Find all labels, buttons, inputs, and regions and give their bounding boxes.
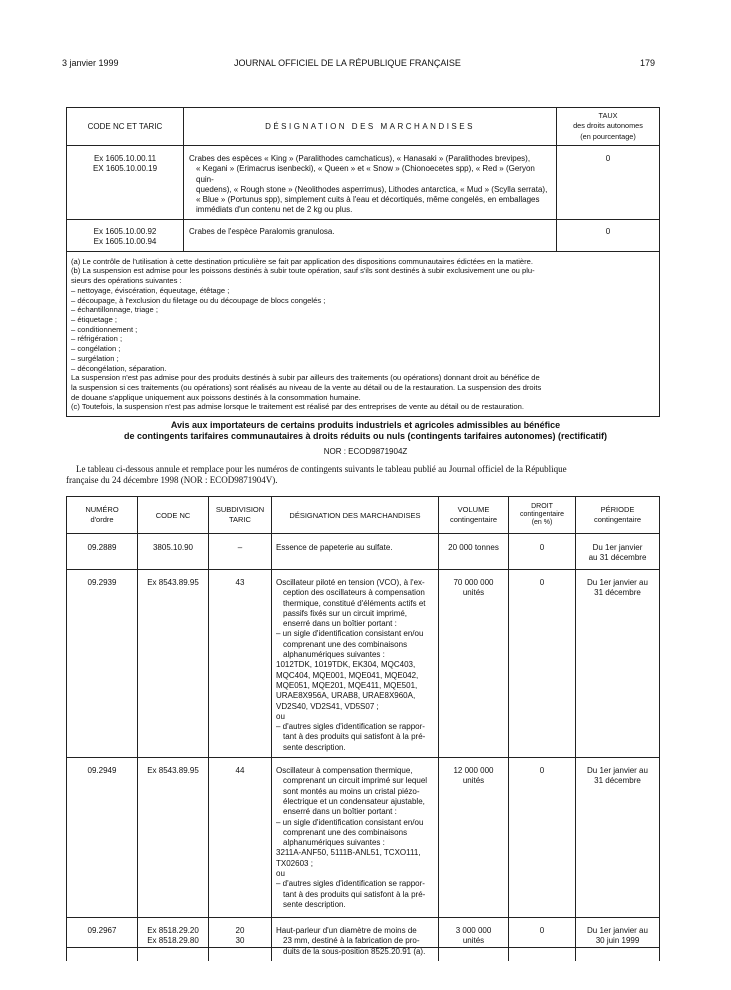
row-numero: 09.2949 xyxy=(67,758,138,918)
row-periode: Du 1er janvier au 31 décembre xyxy=(576,534,660,570)
row-codes: Ex 1605.10.00.11 EX 1605.10.00.19 xyxy=(67,146,184,220)
row-code: 3805.10.90 xyxy=(138,534,209,570)
row-designation: Crabes de l'espèce Paralomis granulosa. xyxy=(184,219,557,251)
table-row xyxy=(67,146,660,220)
row-droit: 0 xyxy=(509,570,576,758)
row-numero: 09.2939 xyxy=(67,570,138,758)
row-droit: 0 xyxy=(509,534,576,570)
row-designation: Crabes des espèces « King » (Paralithodes camchaticus), « Hanasaki » (Paralithodes brevipes), « Kegani » (Erimacrus isenbecki), « Queen » et « Snow » (Chionoecetes spp), « Red » (Geryon quin- quedens), « Rough stone » (Neolithodes asperrimus), Lithodes antarctica, « Mud » (Scylla serrata), « Blue » (Portunus spp), simplement cuits à l'eau et décortiqués, même congelés, en emballages immédiats d'un contenu net de 2 kg ou plus. xyxy=(184,146,557,220)
table-row xyxy=(67,219,660,251)
row-codes: Ex 1605.10.00.92 Ex 1605.10.00.94 xyxy=(67,219,184,251)
row-taric: 44 xyxy=(209,758,272,918)
row-periode: Du 1er janvier au 30 juin 1999 xyxy=(576,918,660,961)
notice-intro: Le tableau ci-dessous annule et remplace pour les numéros de contingents suivants le tableau publié au Journal officiel de la République française du 24 décembre 1998 (NOR : ECOD9871904V). xyxy=(66,464,567,485)
row-taux: 0 xyxy=(557,219,660,251)
col-header-periode: PÉRIODE contingentaire xyxy=(576,497,660,534)
row-numero: 09.2889 xyxy=(67,534,138,570)
table-row xyxy=(67,534,660,570)
row-designation: Haut-parleur d'un diamètre de moins de 23 mm, destiné à la fabrication de pro- duits de la sous-position 8525.20.91 (a). xyxy=(272,918,439,961)
row-droit: 0 xyxy=(509,918,576,961)
row-volume: 20 000 tonnes xyxy=(439,534,509,570)
header-journal: JOURNAL OFFICIEL DE LA RÉPUBLIQUE FRANÇAISE xyxy=(234,58,461,68)
row-periode: Du 1er janvier au 31 décembre xyxy=(576,758,660,918)
table-row xyxy=(67,758,660,918)
col-header-designation: DÉSIGNATION DES MARCHANDISES xyxy=(184,108,557,146)
col-header-taux: TAUX des droits autonomes (en pourcentage) xyxy=(557,108,660,146)
row-designation: Oscillateur piloté en tension (VCO), à l'ex- ception des oscillateurs à compensation thermique, constitué d'éléments actifs et passifs fixés sur un circuit imprimé, enserré dans un boîtier portant : – un sigle d'identification consistant en/ou comprenant une des combinaisons alphanumériques suivantes : 1012TDK, 1019TDK, EK304, MQC403, MQC404, MQE001, MQE041, MQE042, MQE051, MQE201, MQE411, MQE501, URAE8X956A, URAB8, URAE8X960A, VD2S40, VD2S41, VD5S07 ; ou – d'autres sigles d'identification se rappor- tant à des produits qui satisfont à la pré- sente description. xyxy=(272,570,439,758)
row-taric: 43 xyxy=(209,570,272,758)
table-bottom-rule xyxy=(66,947,660,948)
col-header-code: CODE NC ET TARIC xyxy=(67,108,184,146)
row-volume: 12 000 000 unités xyxy=(439,758,509,918)
header-date: 3 janvier 1999 xyxy=(62,58,119,68)
table-row xyxy=(67,570,660,758)
row-periode: Du 1er janvier au 31 décembre xyxy=(576,570,660,758)
header-page-number: 179 xyxy=(640,58,656,68)
row-taux: 0 xyxy=(557,146,660,220)
col-header-volume: VOLUME contingentaire xyxy=(439,497,509,534)
col-header-droit: DROIT contingentaire (en %) xyxy=(509,497,576,534)
tariff-quota-table xyxy=(66,496,660,961)
row-volume: 3 000 000 unités xyxy=(439,918,509,961)
col-header-subdivision: SUBDIVISION TARIC xyxy=(209,497,272,534)
row-code: Ex 8518.29.20 Ex 8518.29.80 xyxy=(138,918,209,961)
row-designation: Essence de papeterie au sulfate. xyxy=(272,534,439,570)
row-droit: 0 xyxy=(509,758,576,918)
row-numero: 09.2967 xyxy=(67,918,138,961)
notice-nor: NOR : ECOD9871904Z xyxy=(323,447,408,456)
row-code: Ex 8543.89.95 xyxy=(138,758,209,918)
table-notes: (a) Le contrôle de l'utilisation à cette destination prticulière se fait par application des dispositions communautaires édictées en la matière. (b) La suspension est admise pour les poissons destinés à subir toute opération, sauf s'ils sont destinés à subir exclusivement une ou plu- sieurs des opérations suivantes : – nettoyage, éviscération, équeutage, étêtage ; – découpage, à l'exclusion du filetage ou du découpage de blocs congelés ; – échantillonnage, triage ; – étiquetage ; – conditionnement ; – réfrigération ; – congélation ; – surgélation ; – décongélation, séparation. La suspension n'est pas admise pour des produits destinés à subir par ailleurs des traitements (ou opérations) donnant droit au bénéfice de la suspension si ces traitements (ou opérations) sont réalisés au niveau de la vente au détail ou de la restauration. La suspension des droits de douane s'applique uniquement aux poissons destinés à la consommation humaine. (c) Toutefois, la suspension n'est pas admise lorsque le traitement est réalisé par des entreprises de vente au détail ou de restauration. xyxy=(67,251,660,416)
tariff-table-crabs xyxy=(66,107,660,417)
table-row xyxy=(67,918,660,961)
notice-title: Avis aux importateurs de certains produits industriels et agricoles admissibles au bénéfice de contingents tarifaires communautaires à droits réduits ou nuls (contingents tarifaires autonomes) (rectificatif) xyxy=(123,420,608,441)
row-designation: Oscillateur à compensation thermique, comprenant un circuit imprimé sur lequel sont montés au moins un cristal piézo- électrique et un condensateur ajustable, enserré dans un boîtier portant : – un sigle d'identification consistant en/ou comprenant une des combinaisons alphanumériques suivantes : 3211A-ANF50, 5111B-ANL51, TCXO111, TX02603 ; ou – d'autres sigles d'identification se rappor- tant à des produits qui satisfont à la pré- sente description. xyxy=(272,758,439,918)
row-taric: – xyxy=(209,534,272,570)
col-header-code-nc: CODE NC xyxy=(138,497,209,534)
row-taric: 20 30 xyxy=(209,918,272,961)
row-code: Ex 8543.89.95 xyxy=(138,570,209,758)
col-header-designation: DÉSIGNATION DES MARCHANDISES xyxy=(272,497,439,534)
row-volume: 70 000 000 unités xyxy=(439,570,509,758)
col-header-numero: NUMÉRO d'ordre xyxy=(67,497,138,534)
